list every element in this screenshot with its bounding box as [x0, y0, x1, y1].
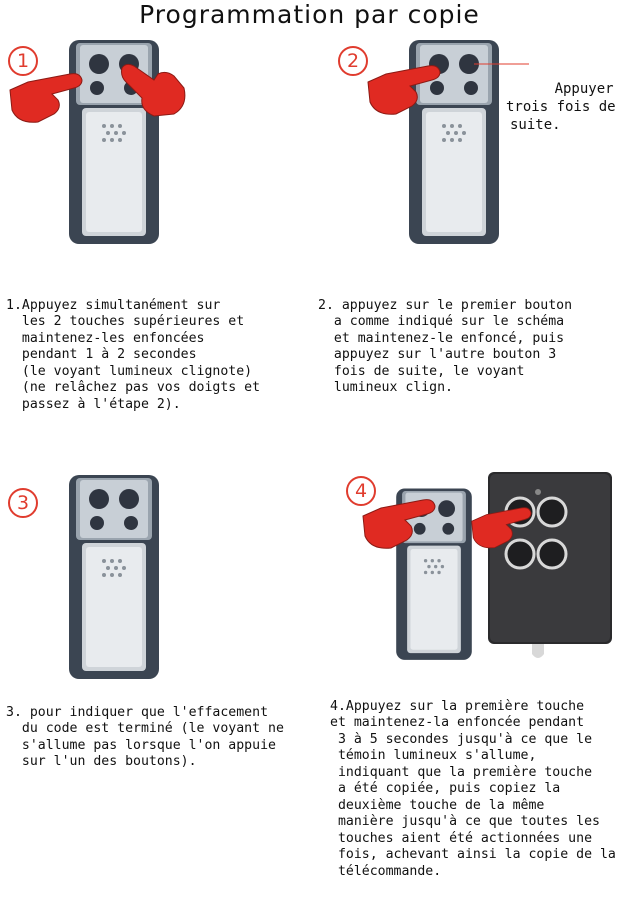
step-2-number: 2: [338, 46, 368, 76]
step-2-annotation: Appuyer trois fois de suite.: [506, 81, 616, 133]
page-title: Programmation par copie: [139, 0, 480, 29]
step-1-text: 1.Appuyez simultanément sur les 2 touches supérieures et maintenez-les enfoncées pendant 1 à 2 secondes (le voyant lumineux clignote) (ne relâchez pas vos doigts et passez à l'étape 2).: [6, 297, 261, 412]
step-4-right-hand-icon: [470, 500, 536, 554]
step-4-left-hand-icon: [360, 496, 442, 550]
step-3-text: 3. pour indiquer que l'effacement du code est terminé (le voyant ne s'allume pas lorsque l'on appuie sur l'un des boutons).: [6, 704, 284, 769]
step-3-remote: [64, 473, 164, 683]
step-1-number: 1: [8, 46, 38, 76]
step-4-text: 4.Appuyez sur la première touche et maintenez-la enfoncée pendant 3 à 5 secondes jusqu'à ce que le témoin lumineux s'allume, indiquant que la première touche a été copiée, puis copiez la deuxième touche de la même manière jusqu'à ce que toutes les touches aient été actionnées une fois, achevant ainsi la copie de la télécommande.: [330, 698, 616, 879]
step-2-text: 2. appuyez sur le premier bouton a comme indiqué sur le schéma et maintenez-le enfoncé, puis appuyez sur l'autre bouton 3 fois de suite, le voyant lumineux clign.: [318, 297, 573, 395]
step-4-number: 4: [346, 476, 376, 506]
step-3-number: 3: [8, 488, 38, 518]
step-1-left-hand-icon: [8, 70, 88, 124]
step-4-black-remote: [486, 470, 614, 662]
step-1-right-hand-icon: [118, 62, 188, 118]
step-2-hand-icon: [366, 62, 446, 116]
